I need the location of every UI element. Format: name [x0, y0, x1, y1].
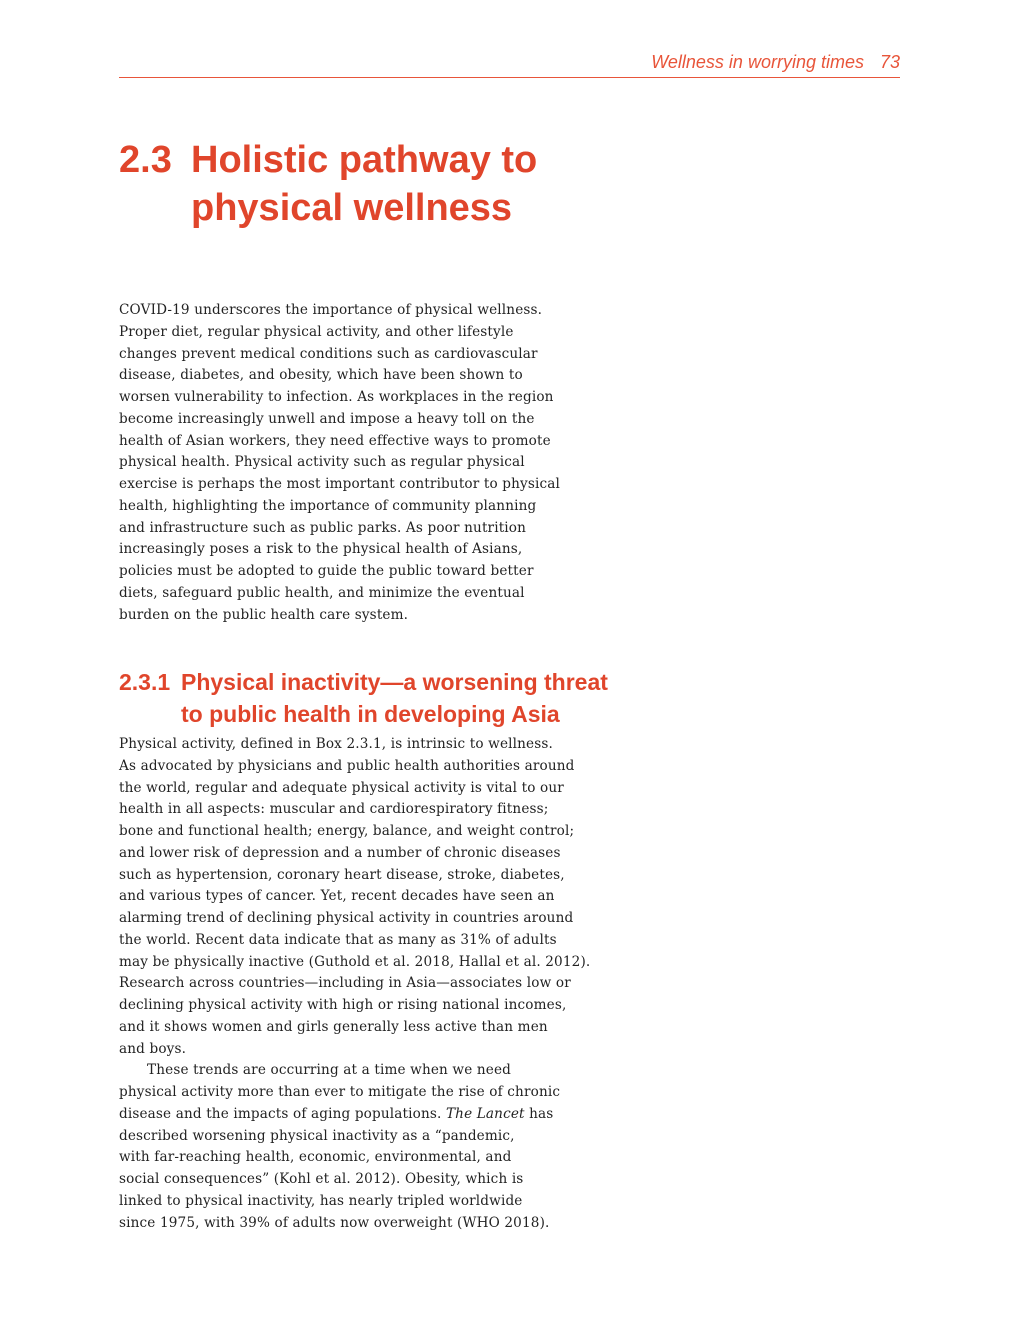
page-header — [119, 50, 900, 78]
text-line: burden on the public health care system. — [119, 606, 409, 623]
text-line: linked to physical inactivity, has nearly tripled worldwide — [119, 1192, 523, 1209]
text-line: since 1975, with 39% of adults now overweight (WHO 2018). — [119, 1214, 550, 1231]
text-line: and infrastructure such as public parks. As poor nutrition — [119, 519, 527, 536]
text-line — [119, 1104, 609, 1126]
text-line: with far-reaching health, economic, environmental, and — [119, 1149, 512, 1166]
text-line: become increasingly unwell and impose a heavy toll on the — [119, 410, 535, 427]
text-line: alarming trend of declining physical activity in countries around — [119, 910, 574, 926]
section-title-line: Holistic pathway to — [191, 139, 538, 181]
text-line: health of Asian workers, they need effective ways to promote — [119, 432, 551, 449]
text-fragment: has — [529, 1105, 554, 1122]
subsection-title-line: Physical inactivity—a worsening threat — [181, 669, 608, 695]
subsection-title — [181, 666, 621, 730]
text-line: may be physically inactive (Guthold et al. 2018, Hallal et al. 2012). — [119, 953, 591, 970]
section-title — [191, 136, 651, 232]
text-line: diets, safeguard public health, and minimize the eventual — [119, 584, 525, 601]
text-line: health in all aspects: muscular and cardiorespiratory fitness; — [119, 801, 549, 818]
running-title: Wellness in worrying times — [651, 52, 864, 72]
text-line: These trends are occurring at a time when we need — [147, 1062, 512, 1079]
text-line: disease, diabetes, and obesity, which have been shown to — [119, 367, 523, 384]
text-line: and boys. — [119, 1040, 187, 1057]
text-line: social consequences” (Kohl et al. 2012). Obesity, which is — [119, 1171, 524, 1187]
text-line: declining physical activity with high or rising national incomes, — [119, 997, 567, 1013]
text-line: health, highlighting the importance of community planning — [119, 497, 537, 514]
subsection-body — [119, 734, 609, 1234]
text-line: Physical activity, defined in Box 2.3.1, is intrinsic to wellness. — [119, 736, 553, 752]
intro-paragraph — [119, 300, 609, 626]
text-line: and it shows women and girls generally less active than men — [119, 1018, 548, 1035]
text-line: worsen vulnerability to infection. As workplaces in the region — [119, 389, 554, 405]
paragraph-1 — [119, 734, 609, 1060]
text-line: the world. Recent data indicate that as many as 31% of adults — [119, 931, 557, 948]
text-line: Proper diet, regular physical activity, and other lifestyle — [119, 323, 514, 340]
text-line: described worsening physical inactivity as a “pandemic, — [119, 1127, 515, 1144]
publication-title: The Lancet — [445, 1105, 525, 1122]
text-line: the world, regular and adequate physical activity is vital to our — [119, 779, 564, 796]
text-line: bone and functional health; energy, balance, and weight control; — [119, 823, 575, 839]
subsection-title-line: to public health in developing Asia — [181, 701, 560, 727]
paragraph-2 — [119, 1060, 609, 1234]
text-line: such as hypertension, coronary heart disease, stroke, diabetes, — [119, 866, 565, 883]
text-line: physical activity more than ever to mitigate the rise of chronic — [119, 1084, 561, 1100]
text-line: exercise is perhaps the most important contributor to physical — [119, 476, 561, 492]
text-line: physical health. Physical activity such as regular physical — [119, 454, 525, 471]
section-number: 2.3 — [119, 139, 172, 181]
text-line: COVID-19 underscores the importance of physical wellness. — [119, 302, 543, 318]
text-line: policies must be adopted to guide the public toward better — [119, 563, 534, 579]
text-line: and various types of cancer. Yet, recent decades have seen an — [119, 888, 555, 905]
text-line: changes prevent medical conditions such as cardiovascular — [119, 345, 538, 362]
running-head — [651, 52, 900, 73]
section-title-line: physical wellness — [191, 187, 513, 229]
subsection-number: 2.3.1 — [119, 669, 171, 695]
text-fragment: disease and the impacts of aging populations. — [119, 1105, 442, 1122]
text-line: and lower risk of depression and a number of chronic diseases — [119, 844, 561, 861]
text-line: Research across countries—including in Asia—associates low or — [119, 975, 571, 992]
text-line: As advocated by physicians and public health authorities around — [119, 757, 575, 774]
text-line: increasingly poses a risk to the physical health of Asians, — [119, 541, 523, 558]
page-number: 73 — [879, 52, 900, 72]
